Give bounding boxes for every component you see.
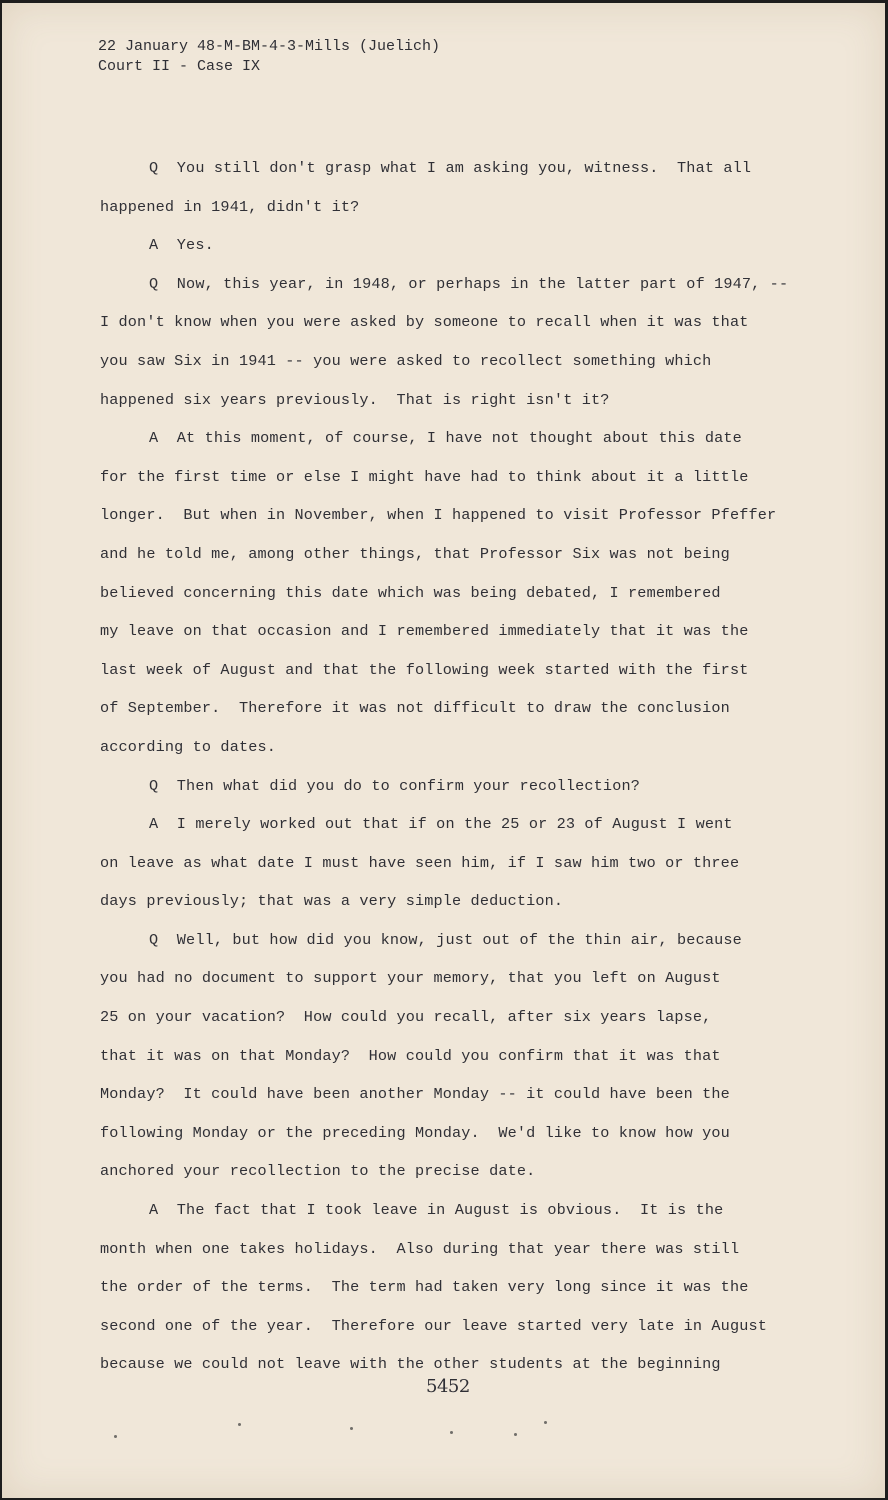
transcript-line: because we could not leave with the other students at the beginning	[100, 1355, 721, 1374]
transcript-line: believed concerning this date which was being debated, I remembered	[100, 583, 721, 602]
transcript-line: and he told me, among other things, that Professor Six was not being	[100, 544, 730, 563]
transcript-line: month when one takes holidays. Also during that year there was still	[100, 1239, 740, 1258]
transcript-line: A Yes.	[149, 236, 214, 255]
transcript-line: on leave as what date I must have seen him, if I saw him two or three	[100, 853, 740, 872]
transcript-line: of September. Therefore it was not difficult to draw the conclusion	[100, 699, 730, 718]
transcript-line: for the first time or else I might have had to think about it a little	[100, 467, 749, 486]
transcript-line: anchored your recollection to the precise date.	[100, 1162, 536, 1181]
transcript-line: following Monday or the preceding Monday. We'd like to know how you	[100, 1123, 730, 1142]
transcript-line: 25 on your vacation? How could you recall, after six years lapse,	[100, 1008, 712, 1027]
document-page	[2, 3, 885, 1498]
header-line-case-reference: 22 January 48-M-BM-4-3-Mills (Juelich)	[98, 38, 441, 55]
transcript-body	[100, 149, 810, 1384]
document-header	[98, 37, 440, 77]
transcript-line: I don't know when you were asked by someone to recall when it was that	[100, 313, 749, 332]
paper-speck	[544, 1421, 547, 1424]
transcript-line: Q Then what did you do to confirm your recollection?	[149, 776, 640, 795]
transcript-line: you had no document to support your memory, that you left on August	[100, 969, 721, 988]
transcript-line: Q Well, but how did you know, just out of the thin air, because	[149, 930, 742, 949]
transcript-line: second one of the year. Therefore our leave started very late in August	[100, 1316, 768, 1335]
transcript-line: last week of August and that the following week started with the first	[100, 660, 749, 679]
transcript-line: the order of the terms. The term had taken very long since it was the	[100, 1278, 749, 1297]
transcript-line: A The fact that I took leave in August is obvious. It is the	[149, 1201, 724, 1220]
transcript-line: Q Now, this year, in 1948, or perhaps in the latter part of 1947, --	[149, 274, 789, 293]
transcript-line: according to dates.	[100, 737, 277, 756]
header-line-court: Court II - Case IX	[98, 58, 261, 75]
paper-speck	[350, 1427, 353, 1430]
paper-speck	[114, 1435, 117, 1438]
paper-speck	[514, 1433, 517, 1436]
paper-speck	[450, 1431, 453, 1434]
transcript-line: that it was on that Monday? How could you confirm that it was that	[100, 1046, 721, 1065]
transcript-line: my leave on that occasion and I remembered immediately that it was the	[100, 622, 749, 641]
paper-speck	[238, 1423, 241, 1426]
transcript-line: days previously; that was a very simple deduction.	[100, 892, 564, 911]
transcript-line: happened in 1941, didn't it?	[100, 197, 360, 216]
transcript-line: Monday? It could have been another Monday -- it could have been the	[100, 1085, 730, 1104]
transcript-line: A I merely worked out that if on the 25 or 23 of August I went	[149, 815, 733, 834]
transcript-line: happened six years previously. That is right isn't it?	[100, 390, 610, 409]
page-number: 5452	[426, 1376, 470, 1397]
transcript-line: A At this moment, of course, I have not thought about this date	[149, 429, 742, 448]
transcript-line: you saw Six in 1941 -- you were asked to recollect something which	[100, 351, 712, 370]
transcript-line: Q You still don't grasp what I am asking you, witness. That all	[149, 159, 752, 177]
transcript-line: longer. But when in November, when I happened to visit Professor Pfeffer	[100, 506, 777, 525]
